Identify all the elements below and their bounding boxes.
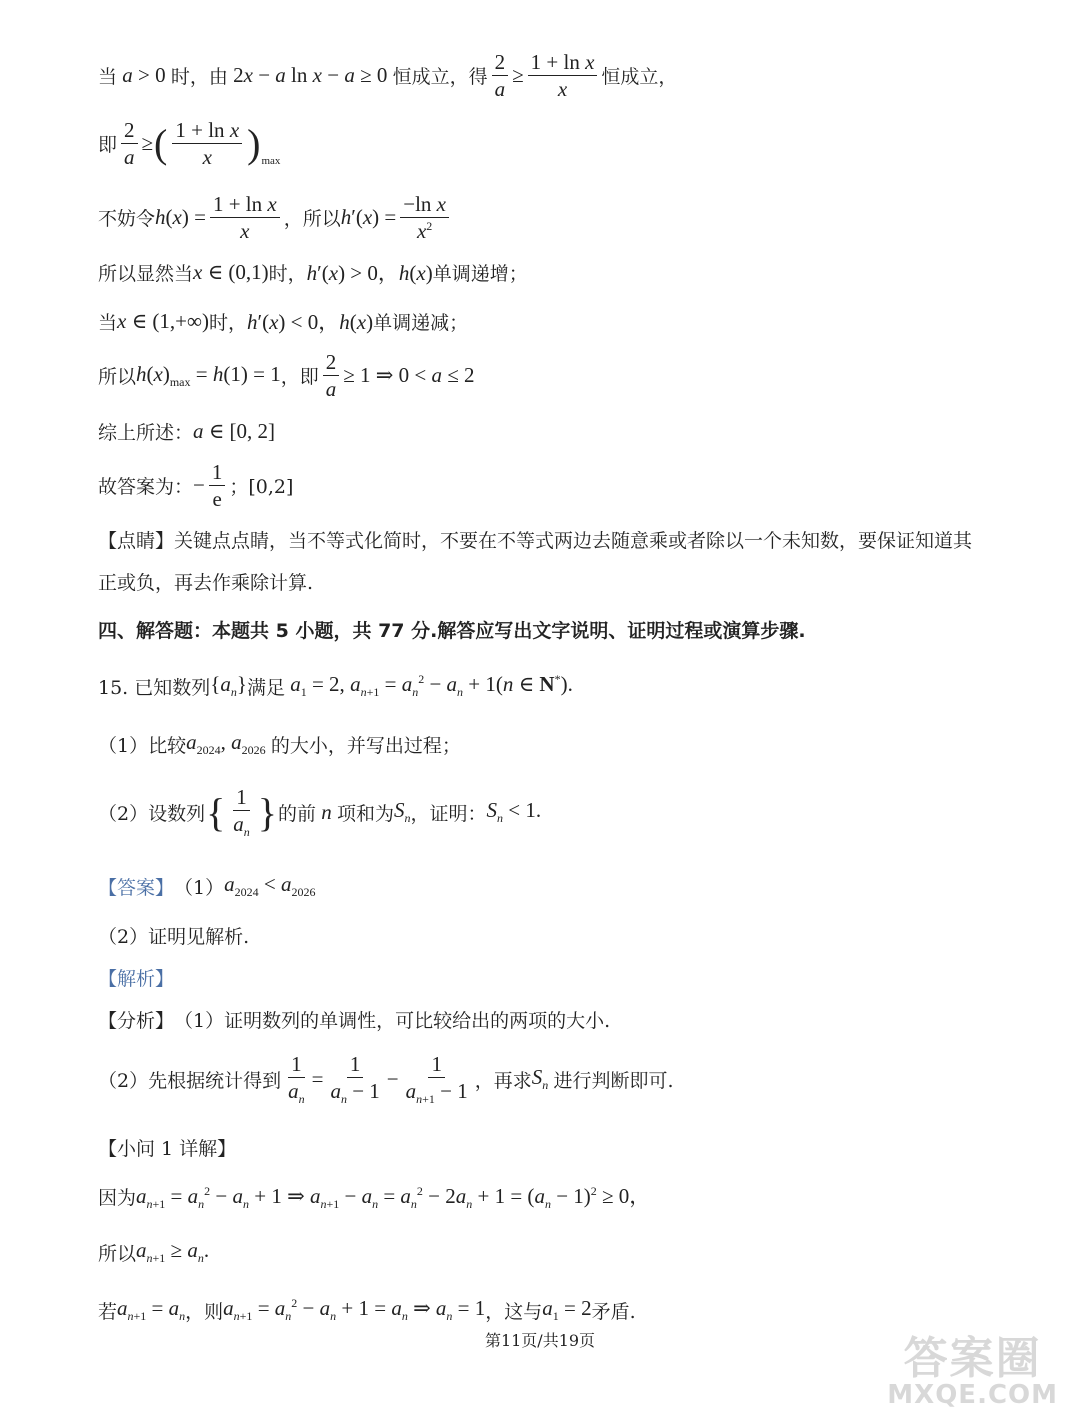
dianjing-line-1: 【点睛】 关键点点睛，当不等式化简时，不要在不等式两边去随意乘或者除以一个未知数，要保证知道其 <box>98 530 973 552</box>
line-max: 即 $\frac{2}{a}$ ≥ ( $\frac{\text{1 + ln x}}{x}$ ) max <box>98 118 281 170</box>
question-15-part-1: （1）比较 $a_{2024}$, $a_{2026}$ 的大小，并写出过程； <box>98 730 461 758</box>
page-footer: 第11页/共19页 <box>484 1331 596 1350</box>
question-15: 15. 已知数列 $\{a_n\}$ 满足 $a_1 = 2$, $a_{n+1} = a_n^2 - a_n + 1(n$ ∈ N*). <box>98 672 573 700</box>
proof-line-1: 因为 $a_{n+1} = a_n^2 - a_n + 1$ ⇒ $a_{n+1} - a_n = a_n^2 - 2a_n + 1 = (a_n - 1)^2 \ge 0$， <box>98 1184 651 1212</box>
line-answer: 故答案为： − $\frac{1}{e}$ ；[0,2] <box>98 460 294 512</box>
answer-line-2: （2）证明见解析. <box>98 926 250 948</box>
answer-line-1: 【答案】 （1） $a_{2024} < a_{2026}$ <box>98 872 316 900</box>
fraction: $\frac{2}{a}$ <box>492 50 509 101</box>
watermark-line-1: 答案圈 <box>903 1333 1042 1384</box>
proof-line-3: 若 $a_{n+1} = a_n$ ，则 $a_{n+1} = a_n^2 - a_n + 1 = a_n$ ⇒ $a_n = 1$ ，这与 $a_1 = 2$ 矛盾. <box>98 1296 636 1324</box>
line-summary: 综上所述： a ∈ [0, 2] <box>98 419 276 444</box>
fenxi-line-2: （2）先根据统计得到 $\frac{1}{a_n}$ = $\frac{1}{a_n - 1}$ − $\frac{1}{a_{n+1} - 1}$ ，再求 $S_n$ 进行判断即可. <box>98 1052 674 1107</box>
line-define-h: 不妨令 h(x) = $\frac{\text{1 + ln x}}{x}$ ，所以 h′(x) = $\frac{\text{−ln x}}{x^2}$ <box>98 192 453 243</box>
proof-line-2: 所以 $a_{n+1} \ge a_n$. <box>98 1238 210 1266</box>
watermark-line-2: MXQE.COM <box>887 1380 1058 1410</box>
line-condition: 当 a > 0 时，由 2x − a ln x − a ≥ 0 恒成立，得 $\frac{2}{a}$ ≥ $\frac{\text{1 + ln x}}{x}$ 恒成立， <box>98 50 678 102</box>
section-title: 四、解答题：本题共 5 小题，共 77 分.解答应写出文字说明、证明过程或演算步骤. <box>98 620 806 642</box>
line-decrease: 当 x ∈ (1,+∞) 时， h′(x) < 0，h(x) 单调递减； <box>98 308 469 334</box>
xiaowen-title: 【小问 1 详解】 <box>98 1138 237 1160</box>
line-increase: 所以显然当 x ∈ (0,1) 时， h′(x) > 0，h(x) 单调递增； <box>98 259 528 285</box>
line-hmax: 所以 $h(x)_{max} = h(1) = 1$ ，即 $\frac{2}{a}$ ≥ 1 ⇒ 0 < a ≤ 2 <box>98 350 475 402</box>
jiexi-tag: 【解析】 <box>98 968 175 990</box>
watermark <box>887 1322 1058 1410</box>
question-15-part-2: （2）设数列 { $\frac{1}{a_n}$ } 的前 n 项和为 $S_n$ ，证明： $S_n < 1$. <box>98 785 542 840</box>
fraction: $\frac{\text{1 + ln x}}{x}$ <box>528 50 598 101</box>
fenxi-line-1: 【分析】 （1）证明数列的单调性，可比较给出的两项的大小. <box>98 1010 611 1032</box>
dianjing-line-2: 正或负，再去作乘除计算. <box>98 572 314 594</box>
